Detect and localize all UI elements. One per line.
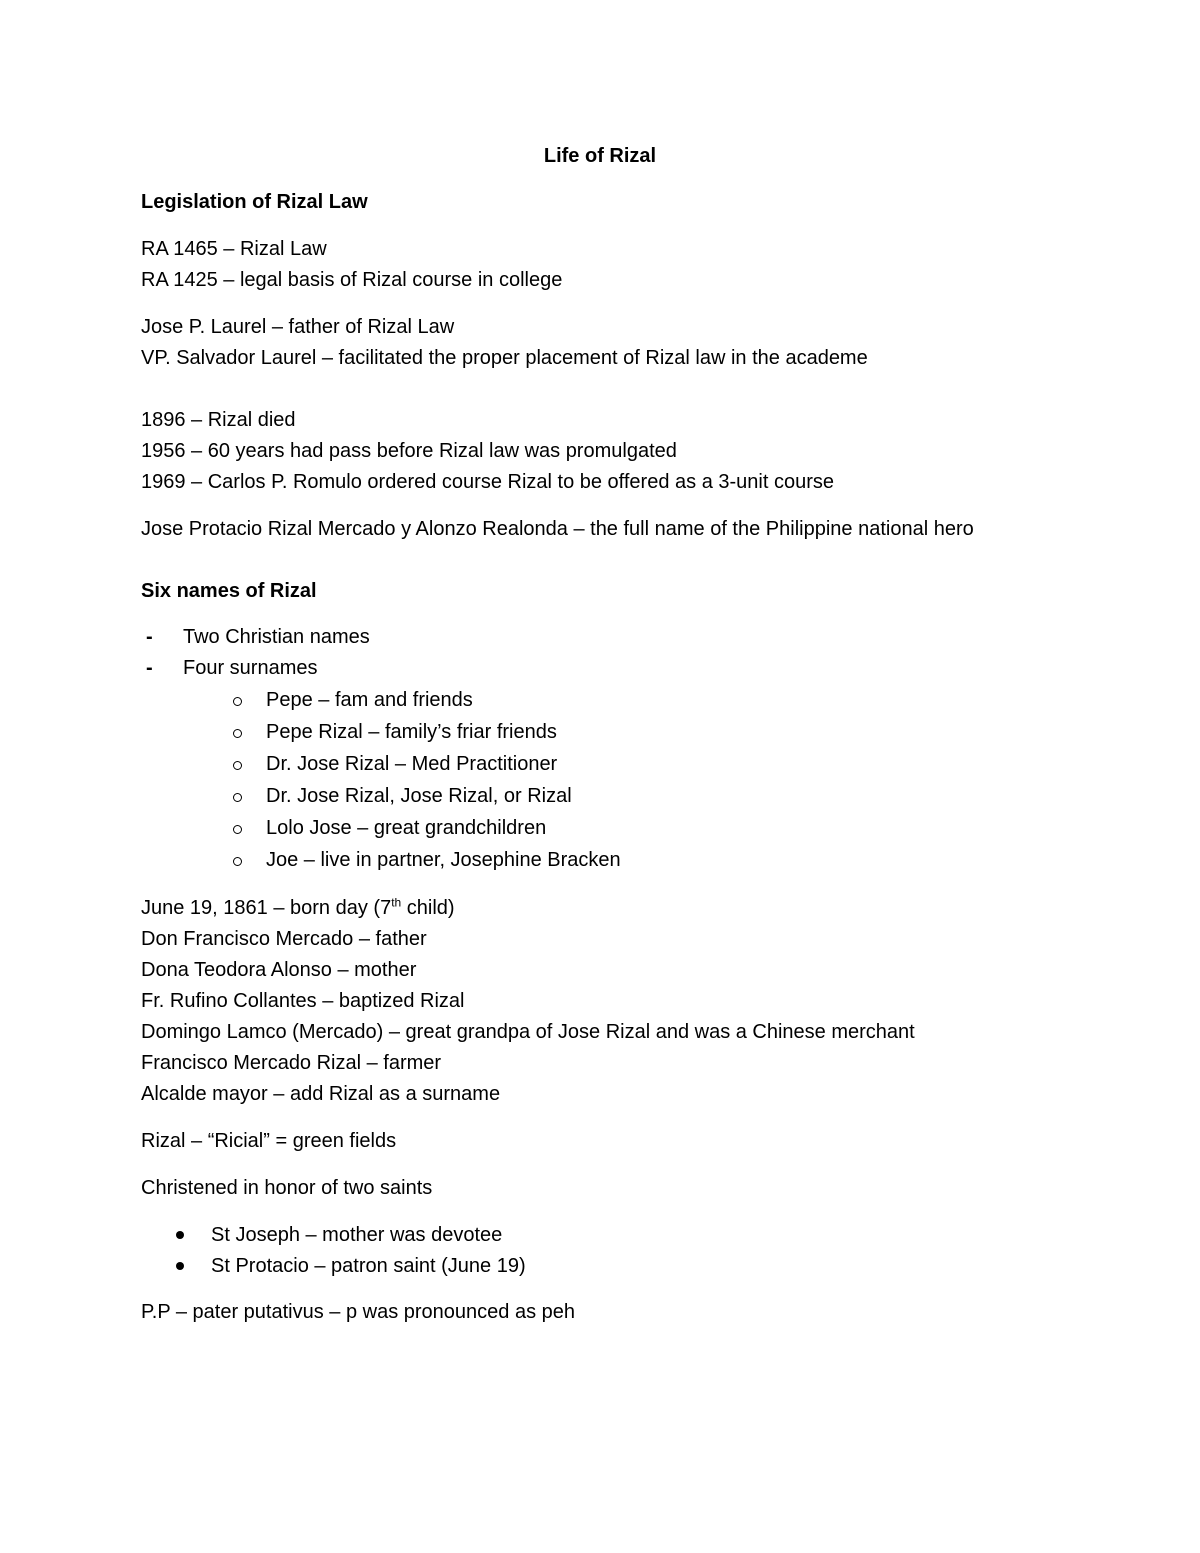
page-title: Life of Rizal — [543, 145, 657, 167]
year-line: 1969 – Carlos P. Romulo ordered course Rizal to be offered as a 3-unit course — [141, 471, 834, 493]
circle-bullet — [233, 697, 242, 706]
sub-item: Pepe – fam and friends — [266, 689, 473, 711]
sub-item: Lolo Jose – great grandchildren — [266, 817, 547, 839]
section-heading-six-names: Six names of Rizal — [141, 580, 317, 602]
rizal-meaning-line: Rizal – “Ricial” = green fields — [141, 1130, 397, 1152]
bullet-dot — [176, 1231, 184, 1239]
birth-fact: Don Francisco Mercado – father — [141, 928, 427, 950]
saint-item: St Protacio – patron saint (June 19) — [211, 1255, 526, 1277]
law-line: RA 1425 – legal basis of Rizal course in college — [141, 269, 563, 291]
dash-bullet: - — [146, 657, 153, 679]
law-line: RA 1465 – Rizal Law — [141, 238, 327, 260]
sub-item: Dr. Jose Rizal – Med Practitioner — [266, 753, 558, 775]
ordinal-superscript: th — [391, 895, 402, 910]
dash-item: Two Christian names — [183, 626, 370, 648]
bullet-dot — [176, 1262, 184, 1270]
dash-bullet: - — [146, 626, 153, 648]
born-text-end: child) — [401, 897, 455, 919]
person-line: Jose P. Laurel – father of Rizal Law — [141, 316, 455, 338]
birth-fact: Domingo Lamco (Mercado) – great grandpa of Jose Rizal and was a Chinese merchant — [141, 1021, 915, 1043]
birth-fact: Fr. Rufino Collantes – baptized Rizal — [141, 990, 465, 1012]
year-line: 1896 – Rizal died — [141, 409, 296, 431]
dash-item: Four surnames — [183, 657, 318, 679]
sub-item: Pepe Rizal – family’s friar friends — [266, 721, 557, 743]
year-line: 1956 – 60 years had pass before Rizal law was promulgated — [141, 440, 677, 462]
pp-line: P.P – pater putativus – p was pronounced as peh — [141, 1301, 576, 1323]
full-name-line: Jose Protacio Rizal Mercado y Alonzo Realonda – the full name of the Philippine national hero — [141, 518, 974, 540]
birth-fact: Dona Teodora Alonso – mother — [141, 959, 417, 981]
christened-intro: Christened in honor of two saints — [141, 1177, 433, 1199]
circle-bullet — [233, 857, 242, 866]
person-line: VP. Salvador Laurel – facilitated the proper placement of Rizal law in the academe — [141, 347, 868, 369]
sub-item: Dr. Jose Rizal, Jose Rizal, or Rizal — [266, 785, 572, 807]
born-text: June 19, 1861 – born day (7 — [141, 897, 392, 919]
saint-item: St Joseph – mother was devotee — [211, 1224, 503, 1246]
circle-bullet — [233, 793, 242, 802]
circle-bullet — [233, 729, 242, 738]
circle-bullet — [233, 825, 242, 834]
birth-fact: Alcalde mayor – add Rizal as a surname — [141, 1083, 501, 1105]
sub-item: Joe – live in partner, Josephine Bracken — [266, 849, 621, 871]
born-line — [141, 895, 455, 921]
circle-bullet — [233, 761, 242, 770]
birth-fact: Francisco Mercado Rizal – farmer — [141, 1052, 442, 1074]
section-heading-legislation: Legislation of Rizal Law — [141, 191, 368, 213]
